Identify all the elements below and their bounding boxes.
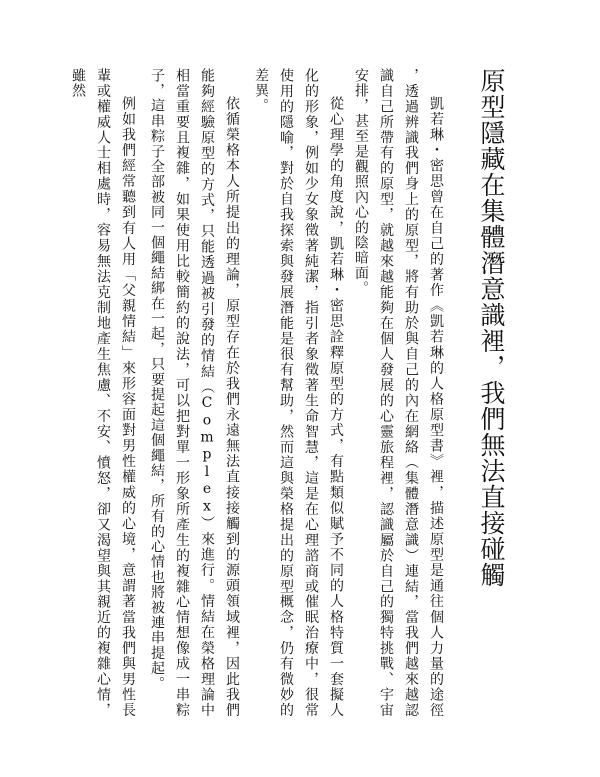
page-title: 原型隱藏在集體潛意識裡，我們無法直接碰觸 bbox=[477, 68, 506, 588]
paragraph-4: 例如我們經常聽到有人用「父親情結」來形容面對男性權威的心境，意謂著當我們與男性長輩或權威人士相處時，容易無法克制地產生焦慮、不安、憤怒，卻又渴望與其親近的複雜心情，雖然 bbox=[70, 68, 136, 718]
paragraph-3: 依循榮格本人所提出的理論，原型存在於我們永遠無法直接接觸到的源頭領域裡，因此我們能夠經驗原型的方式，只能透過被引發的情結（Complex）來進行。情結在榮格理論中相當重要且複雜，如果使用比較簡約的說法，可以把對單一形象所產生的複雜心情想像成一串粽子，這串粽子全部被同一個繩結綁在一起，只要提起這個繩結，所有的心情也將被連串提起。 bbox=[149, 68, 240, 718]
paragraph-1: 凱若琳・密思曾在自己的著作《凱若琳的人格原型書》裡，描述原型是通往個人力量的途徑，透過辨識我們身上的原型，將有助於與自己的內在網絡（集體潛意識）連結，當我們越來越認識自己所帶有的原型，就越來越能夠在個人發展的心靈旅程裡，認識屬於自己的獨特挑戰、宇宙安排，甚至是觀照內心的陰暗面。 bbox=[353, 68, 444, 718]
paragraph-2: 從心理學的角度說，凱若琳・密思詮釋原型的方式，有點類似賦予不同的人格特質一套擬人化的形象，例如少女象徵著純潔，指引者象徵著生命智慧，這是在心理諮商或催眠治療中，很常使用的隱喻，對於自我探索與發展潛能是很有幫助，然而這與榮格提出的原型概念，仍有微妙的差異。 bbox=[253, 68, 344, 718]
vertical-text-block bbox=[68, 68, 508, 718]
